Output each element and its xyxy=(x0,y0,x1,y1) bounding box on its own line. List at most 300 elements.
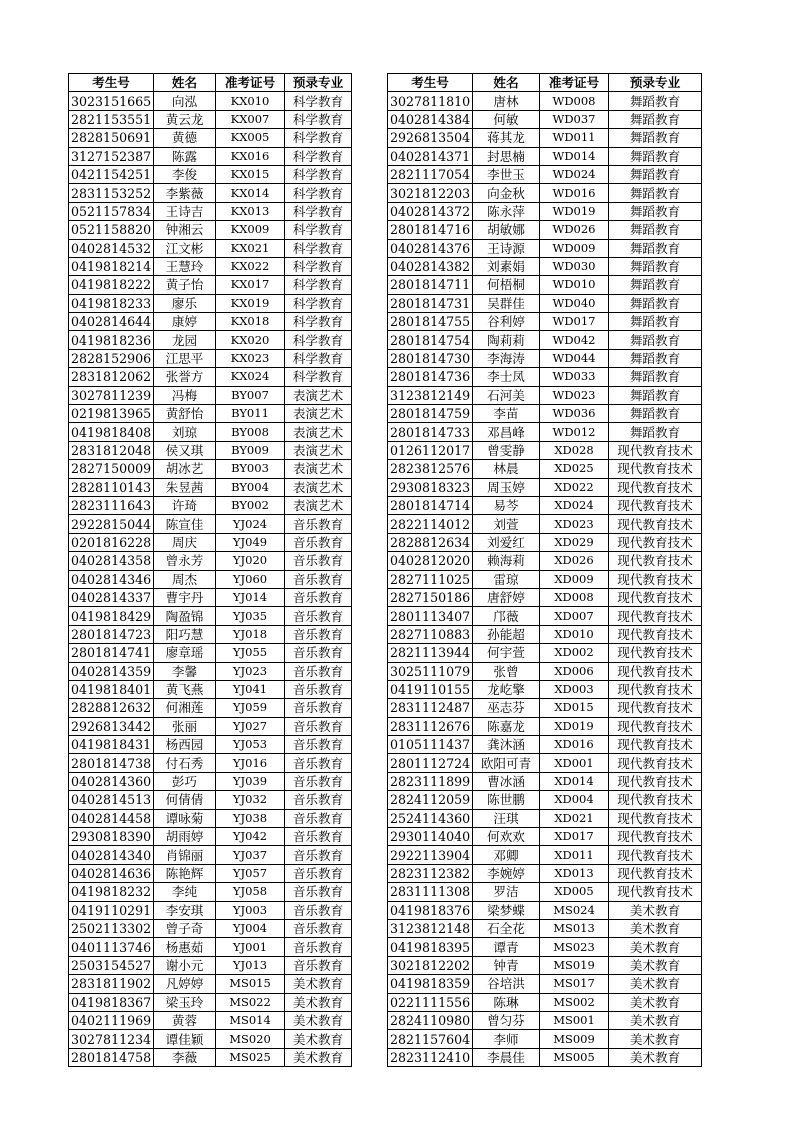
table-row xyxy=(69,239,352,257)
exam-id-cell: 3127152387 xyxy=(69,147,154,165)
name-cell: 胡雨婷 xyxy=(154,828,216,846)
exam-id-cell: 2801814738 xyxy=(69,754,154,772)
exam-id-cell: 0419110291 xyxy=(69,901,154,919)
major-cell: 舞蹈教育 xyxy=(609,257,702,275)
admission-no-cell: XD019 xyxy=(540,717,609,735)
admission-no-cell: MS001 xyxy=(540,1011,609,1029)
table-row xyxy=(388,625,702,643)
table-row xyxy=(388,607,702,625)
major-cell: 美术教育 xyxy=(285,993,352,1011)
name-cell: 李世玉 xyxy=(473,165,540,183)
exam-id-cell: 2831153252 xyxy=(69,184,154,202)
table-row xyxy=(69,570,352,588)
name-cell: 李苗 xyxy=(473,405,540,423)
table-row xyxy=(388,515,702,533)
table-row xyxy=(388,276,702,294)
table-row xyxy=(69,736,352,754)
major-cell: 音乐教育 xyxy=(285,699,352,717)
table-row xyxy=(388,938,702,956)
major-cell: 音乐教育 xyxy=(285,754,352,772)
admission-no-cell: YJ057 xyxy=(216,864,285,882)
table-row xyxy=(388,662,702,680)
major-cell: 现代教育技术 xyxy=(609,496,702,514)
exam-id-cell: 0419818236 xyxy=(69,331,154,349)
major-cell: 舞蹈教育 xyxy=(609,276,702,294)
exam-id-cell: 2930114040 xyxy=(388,828,473,846)
exam-id-cell: 0402814371 xyxy=(388,147,473,165)
major-cell: 音乐教育 xyxy=(285,515,352,533)
exam-id-cell: 2821153551 xyxy=(69,110,154,128)
table-row xyxy=(388,221,702,239)
exam-id-cell: 2823111899 xyxy=(388,772,473,790)
table-row xyxy=(69,1048,352,1066)
admission-no-cell: XD024 xyxy=(540,496,609,514)
table-row xyxy=(388,772,702,790)
admission-no-cell: KX024 xyxy=(216,368,285,386)
major-cell: 现代教育技术 xyxy=(609,625,702,643)
exam-id-cell: 2823812576 xyxy=(388,460,473,478)
major-cell: 音乐教育 xyxy=(285,736,352,754)
table-row xyxy=(388,184,702,202)
major-cell: 表演艺术 xyxy=(285,386,352,404)
table-row xyxy=(388,809,702,827)
name-cell: 唐林 xyxy=(473,92,540,110)
major-cell: 科学教育 xyxy=(285,202,352,220)
name-cell: 何湘莲 xyxy=(154,699,216,717)
name-cell: 汪琪 xyxy=(473,809,540,827)
exam-id-cell: 2828150691 xyxy=(69,129,154,147)
major-cell: 现代教育技术 xyxy=(609,680,702,698)
name-cell: 廖章瑶 xyxy=(154,644,216,662)
exam-id-cell: 3021812202 xyxy=(388,956,473,974)
name-cell: 李安琪 xyxy=(154,901,216,919)
name-cell: 谭佳颖 xyxy=(154,1030,216,1048)
name-cell: 李紫薇 xyxy=(154,184,216,202)
table-row xyxy=(388,644,702,662)
table-row xyxy=(69,809,352,827)
name-cell: 杨西园 xyxy=(154,736,216,754)
admission-no-cell: WD030 xyxy=(540,257,609,275)
table-row xyxy=(69,938,352,956)
admission-no-cell: MS005 xyxy=(540,1048,609,1066)
table-row xyxy=(69,165,352,183)
major-cell: 现代教育技术 xyxy=(609,552,702,570)
table-row xyxy=(388,1048,702,1066)
admission-no-cell: MS013 xyxy=(540,919,609,937)
major-cell: 美术教育 xyxy=(285,975,352,993)
major-cell: 美术教育 xyxy=(609,1030,702,1048)
admission-no-cell: XD002 xyxy=(540,644,609,662)
major-cell: 舞蹈教育 xyxy=(609,386,702,404)
admission-no-cell: KX016 xyxy=(216,147,285,165)
admission-no-cell: YJ003 xyxy=(216,901,285,919)
name-cell: 曾雯静 xyxy=(473,441,540,459)
name-cell: 黄飞燕 xyxy=(154,680,216,698)
admission-no-cell: YJ037 xyxy=(216,846,285,864)
major-cell: 音乐教育 xyxy=(285,644,352,662)
exam-id-cell: 2823112410 xyxy=(388,1048,473,1066)
table-row xyxy=(69,791,352,809)
admission-no-cell: WD009 xyxy=(540,239,609,257)
table-row xyxy=(69,386,352,404)
exam-id-cell: 2524114360 xyxy=(388,809,473,827)
exam-id-cell: 2828152906 xyxy=(69,349,154,367)
table-row xyxy=(69,625,352,643)
name-cell: 林晨 xyxy=(473,460,540,478)
name-cell: 唐舒婷 xyxy=(473,588,540,606)
admission-no-cell: YJ049 xyxy=(216,533,285,551)
major-cell: 美术教育 xyxy=(285,1030,352,1048)
admission-no-cell: MS023 xyxy=(540,938,609,956)
exam-id-cell: 0419818214 xyxy=(69,257,154,275)
name-cell: 龙园 xyxy=(154,331,216,349)
exam-id-cell: 2822114012 xyxy=(388,515,473,533)
name-cell: 谭咏菊 xyxy=(154,809,216,827)
name-cell: 江思平 xyxy=(154,349,216,367)
table-row xyxy=(69,147,352,165)
name-cell: 何宇萱 xyxy=(473,644,540,662)
name-cell: 刘爱红 xyxy=(473,533,540,551)
admission-no-cell: XD026 xyxy=(540,552,609,570)
major-cell: 舞蹈教育 xyxy=(609,129,702,147)
major-cell: 科学教育 xyxy=(285,313,352,331)
table-row xyxy=(388,129,702,147)
table-row xyxy=(388,368,702,386)
exam-id-cell: 0419818232 xyxy=(69,883,154,901)
table-row xyxy=(69,276,352,294)
name-cell: 张誉方 xyxy=(154,368,216,386)
exam-id-cell: 2827150009 xyxy=(69,460,154,478)
admission-no-cell: XD022 xyxy=(540,478,609,496)
admission-no-cell: MS017 xyxy=(540,975,609,993)
major-cell: 音乐教育 xyxy=(285,533,352,551)
exam-id-cell: 2831812062 xyxy=(69,368,154,386)
major-cell: 科学教育 xyxy=(285,294,352,312)
table-row xyxy=(388,405,702,423)
name-cell: 陈艳辉 xyxy=(154,864,216,882)
table-row xyxy=(388,533,702,551)
exam-id-cell: 2503154527 xyxy=(69,956,154,974)
major-cell: 音乐教育 xyxy=(285,956,352,974)
admission-no-cell: XD007 xyxy=(540,607,609,625)
name-cell: 邓昌峰 xyxy=(473,423,540,441)
name-cell: 陶盈锦 xyxy=(154,607,216,625)
table-row xyxy=(69,294,352,312)
name-cell: 曹宇丹 xyxy=(154,588,216,606)
table-row xyxy=(388,239,702,257)
table-row xyxy=(69,588,352,606)
table-row xyxy=(69,202,352,220)
table-row xyxy=(69,129,352,147)
table-row xyxy=(69,460,352,478)
table-row xyxy=(69,92,352,110)
admission-no-cell: YJ023 xyxy=(216,662,285,680)
exam-id-cell: 2926813504 xyxy=(388,129,473,147)
name-cell: 邓卿 xyxy=(473,846,540,864)
admission-no-cell: MS025 xyxy=(216,1048,285,1066)
table-row xyxy=(388,717,702,735)
admission-no-cell: XD005 xyxy=(540,883,609,901)
name-cell: 孙能超 xyxy=(473,625,540,643)
admission-no-cell: KX022 xyxy=(216,257,285,275)
name-cell: 张曾 xyxy=(473,662,540,680)
exam-id-cell: 2824110980 xyxy=(388,1011,473,1029)
major-cell: 音乐教育 xyxy=(285,809,352,827)
name-cell: 钟湘云 xyxy=(154,221,216,239)
major-cell: 现代教育技术 xyxy=(609,846,702,864)
exam-id-cell: 0419818395 xyxy=(388,938,473,956)
table-row xyxy=(69,313,352,331)
name-cell: 巫志芬 xyxy=(473,699,540,717)
name-cell: 李纯 xyxy=(154,883,216,901)
name-cell: 黄子怡 xyxy=(154,276,216,294)
table-row xyxy=(69,331,352,349)
exam-id-cell: 2801113407 xyxy=(388,607,473,625)
admission-no-cell: XD017 xyxy=(540,828,609,846)
name-cell: 吴群佳 xyxy=(473,294,540,312)
admission-no-cell: YJ042 xyxy=(216,828,285,846)
exam-id-cell: 2801814741 xyxy=(69,644,154,662)
table-row xyxy=(388,552,702,570)
major-cell: 音乐教育 xyxy=(285,570,352,588)
admission-no-cell: YJ020 xyxy=(216,552,285,570)
name-cell: 曾永芳 xyxy=(154,552,216,570)
admission-no-cell: WD008 xyxy=(540,92,609,110)
exam-id-cell: 0419818367 xyxy=(69,993,154,1011)
table-row xyxy=(388,147,702,165)
admission-no-cell: KX020 xyxy=(216,331,285,349)
table-row xyxy=(388,1030,702,1048)
name-cell: 张丽 xyxy=(154,717,216,735)
exam-id-cell: 2821117054 xyxy=(388,165,473,183)
name-cell: 李海涛 xyxy=(473,349,540,367)
name-cell: 陈琳 xyxy=(473,993,540,1011)
exam-id-cell: 0402814384 xyxy=(388,110,473,128)
admission-no-cell: YJ027 xyxy=(216,717,285,735)
header-admission-no: 准考证号 xyxy=(540,74,609,92)
exam-id-cell: 0402814458 xyxy=(69,809,154,827)
admission-no-cell: XD006 xyxy=(540,662,609,680)
major-cell: 科学教育 xyxy=(285,331,352,349)
table-row xyxy=(388,956,702,974)
exam-id-cell: 0419818408 xyxy=(69,423,154,441)
major-cell: 音乐教育 xyxy=(285,625,352,643)
table-row xyxy=(69,496,352,514)
name-cell: 黄蓉 xyxy=(154,1011,216,1029)
admission-no-cell: BY008 xyxy=(216,423,285,441)
major-cell: 音乐教育 xyxy=(285,772,352,790)
header-exam-id: 考生号 xyxy=(388,74,473,92)
admission-no-cell: MS024 xyxy=(540,901,609,919)
major-cell: 舞蹈教育 xyxy=(609,110,702,128)
exam-id-cell: 0419818429 xyxy=(69,607,154,625)
exam-id-cell: 0402814636 xyxy=(69,864,154,882)
admission-no-cell: BY011 xyxy=(216,405,285,423)
admission-no-cell: YJ024 xyxy=(216,515,285,533)
exam-id-cell: 0419818431 xyxy=(69,736,154,754)
major-cell: 现代教育技术 xyxy=(609,809,702,827)
table-row xyxy=(69,552,352,570)
name-cell: 李薇 xyxy=(154,1048,216,1066)
table-row xyxy=(69,1030,352,1048)
table-row xyxy=(388,828,702,846)
admission-no-cell: YJ013 xyxy=(216,956,285,974)
exam-id-cell: 2926813442 xyxy=(69,717,154,735)
major-cell: 音乐教育 xyxy=(285,828,352,846)
major-cell: 表演艺术 xyxy=(285,460,352,478)
admission-no-cell: BY007 xyxy=(216,386,285,404)
admission-no-cell: WD019 xyxy=(540,202,609,220)
name-cell: 刘琼 xyxy=(154,423,216,441)
name-cell: 向泓 xyxy=(154,92,216,110)
major-cell: 现代教育技术 xyxy=(609,828,702,846)
exam-id-cell: 2801814730 xyxy=(388,349,473,367)
name-cell: 刘素娟 xyxy=(473,257,540,275)
major-cell: 科学教育 xyxy=(285,221,352,239)
table-row xyxy=(69,1011,352,1029)
exam-id-cell: 0419818401 xyxy=(69,680,154,698)
name-cell: 周玉婷 xyxy=(473,478,540,496)
admission-no-cell: YJ038 xyxy=(216,809,285,827)
table-row xyxy=(388,165,702,183)
exam-id-cell: 0402814644 xyxy=(69,313,154,331)
admission-no-cell: KX010 xyxy=(216,92,285,110)
exam-id-cell: 0402814372 xyxy=(388,202,473,220)
exam-id-cell: 2823112382 xyxy=(388,864,473,882)
exam-id-cell: 0419110155 xyxy=(388,680,473,698)
major-cell: 现代教育技术 xyxy=(609,662,702,680)
name-cell: 谢小元 xyxy=(154,956,216,974)
admission-no-cell: XD013 xyxy=(540,864,609,882)
admission-no-cell: WD014 xyxy=(540,147,609,165)
admission-no-cell: WD010 xyxy=(540,276,609,294)
major-cell: 音乐教育 xyxy=(285,938,352,956)
admission-no-cell: WD040 xyxy=(540,294,609,312)
major-cell: 表演艺术 xyxy=(285,423,352,441)
header-name: 姓名 xyxy=(154,74,216,92)
admission-no-cell: XD011 xyxy=(540,846,609,864)
table-row xyxy=(69,956,352,974)
exam-id-cell: 0105111437 xyxy=(388,736,473,754)
left-roster-table xyxy=(68,73,352,1067)
name-cell: 凡婷婷 xyxy=(154,975,216,993)
name-cell: 侯又琪 xyxy=(154,441,216,459)
admission-no-cell: YJ041 xyxy=(216,680,285,698)
name-cell: 江文彬 xyxy=(154,239,216,257)
name-cell: 王诗吉 xyxy=(154,202,216,220)
exam-id-cell: 0402814337 xyxy=(69,588,154,606)
table-row xyxy=(388,846,702,864)
table-row xyxy=(388,386,702,404)
major-cell: 科学教育 xyxy=(285,110,352,128)
table-row xyxy=(388,349,702,367)
admission-no-cell: YJ016 xyxy=(216,754,285,772)
major-cell: 科学教育 xyxy=(285,257,352,275)
admission-no-cell: XD009 xyxy=(540,570,609,588)
table-row xyxy=(388,423,702,441)
name-cell: 黄舒怡 xyxy=(154,405,216,423)
table-row xyxy=(388,478,702,496)
exam-id-cell: 2828812634 xyxy=(388,533,473,551)
major-cell: 舞蹈教育 xyxy=(609,202,702,220)
major-cell: 音乐教育 xyxy=(285,901,352,919)
admission-no-cell: YJ055 xyxy=(216,644,285,662)
exam-id-cell: 0402814346 xyxy=(69,570,154,588)
admission-no-cell: YJ001 xyxy=(216,938,285,956)
name-cell: 罗洁 xyxy=(473,883,540,901)
table-row xyxy=(69,772,352,790)
exam-id-cell: 3027811234 xyxy=(69,1030,154,1048)
admission-no-cell: WD037 xyxy=(540,110,609,128)
admission-no-cell: XD008 xyxy=(540,588,609,606)
name-cell: 何倩倩 xyxy=(154,791,216,809)
admission-no-cell: XD028 xyxy=(540,441,609,459)
major-cell: 舞蹈教育 xyxy=(609,184,702,202)
table-row xyxy=(388,460,702,478)
table-row xyxy=(69,901,352,919)
table-row xyxy=(69,883,352,901)
major-cell: 美术教育 xyxy=(609,993,702,1011)
major-cell: 表演艺术 xyxy=(285,441,352,459)
admission-no-cell: BY003 xyxy=(216,460,285,478)
major-cell: 美术教育 xyxy=(609,901,702,919)
table-row xyxy=(388,901,702,919)
admission-no-cell: KX015 xyxy=(216,165,285,183)
name-cell: 陈世鹏 xyxy=(473,791,540,809)
name-cell: 王诗源 xyxy=(473,239,540,257)
name-cell: 曹冰涵 xyxy=(473,772,540,790)
admission-no-cell: XD025 xyxy=(540,460,609,478)
exam-id-cell: 0521157834 xyxy=(69,202,154,220)
name-cell: 何敏 xyxy=(473,110,540,128)
major-cell: 现代教育技术 xyxy=(609,441,702,459)
major-cell: 现代教育技术 xyxy=(609,864,702,882)
table-row xyxy=(69,184,352,202)
exam-id-cell: 3025111079 xyxy=(388,662,473,680)
table-row xyxy=(69,754,352,772)
name-cell: 何欢欢 xyxy=(473,828,540,846)
header-major: 预录专业 xyxy=(609,74,702,92)
header-admission-no: 准考证号 xyxy=(216,74,285,92)
table-row xyxy=(69,478,352,496)
exam-id-cell: 2801814755 xyxy=(388,313,473,331)
name-cell: 陈嘉龙 xyxy=(473,717,540,735)
major-cell: 音乐教育 xyxy=(285,607,352,625)
admission-no-cell: YJ032 xyxy=(216,791,285,809)
admission-no-cell: MS015 xyxy=(216,975,285,993)
table-row xyxy=(388,699,702,717)
admission-no-cell: KX023 xyxy=(216,349,285,367)
table-row xyxy=(388,496,702,514)
major-cell: 美术教育 xyxy=(609,975,702,993)
table-row xyxy=(388,791,702,809)
table-row xyxy=(388,110,702,128)
table-row xyxy=(388,883,702,901)
table-row xyxy=(69,423,352,441)
admission-no-cell: KX021 xyxy=(216,239,285,257)
admission-no-cell: KX014 xyxy=(216,184,285,202)
exam-id-cell: 0401113746 xyxy=(69,938,154,956)
name-cell: 龚沐涵 xyxy=(473,736,540,754)
admission-no-cell: KX018 xyxy=(216,313,285,331)
major-cell: 现代教育技术 xyxy=(609,588,702,606)
table-row xyxy=(388,919,702,937)
major-cell: 音乐教育 xyxy=(285,588,352,606)
major-cell: 舞蹈教育 xyxy=(609,349,702,367)
exam-id-cell: 2801814714 xyxy=(388,496,473,514)
exam-id-cell: 2801814731 xyxy=(388,294,473,312)
admission-no-cell: MS002 xyxy=(540,993,609,1011)
